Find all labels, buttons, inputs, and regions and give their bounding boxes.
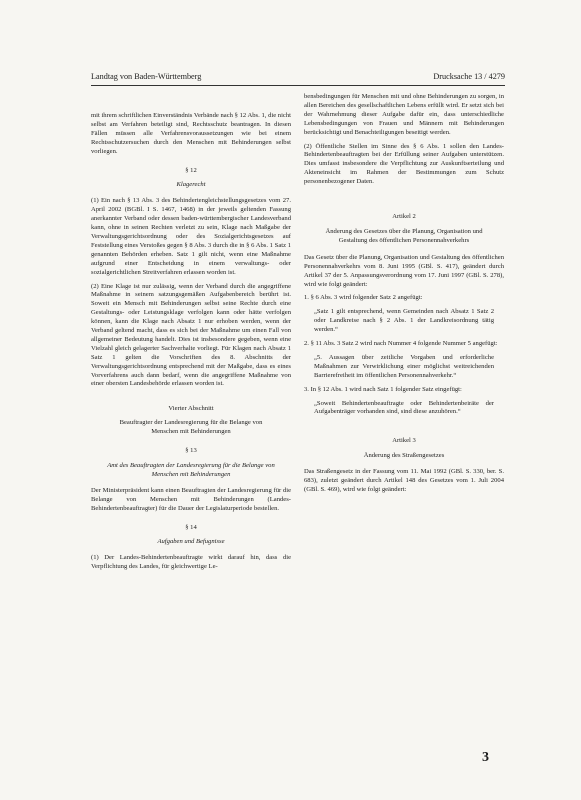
section-number: § 14 — [185, 523, 197, 531]
right-column — [304, 93, 504, 500]
chapter-title: Vierter Abschnitt — [168, 405, 214, 413]
header-parliament: Landtag von Baden-Württemberg — [91, 72, 202, 81]
article-subtitle: Änderung des Gesetzes über die Planung, Organisation und Gestaltung des öffentlichen Personennahverkehrs — [325, 227, 483, 244]
left-column — [91, 112, 291, 577]
paragraph: (2) Eine Klage ist nur zulässig, wenn der Verband durch die angegriffene Maßnahme in seinem satzungsgemäßen Aufgabenbereich berührt ist. Soweit ein Mensch mit Behinderungen selbst seine Rechte durch eine Gestaltungs- oder Leistungsklage verfolgen kann oder hätte verfolgen können, kann die Klage nach Absatz 1 nur erhoben werden, wenn der Verband geltend macht, dass es sich bei der Maßnahme um einen Fall von allgemeiner Bedeutung handelt. Dies ist insbesondere gegeben, wenn eine Vielzahl gleich gelagerter Sachverhalte vorliegt. Für Klagen nach Absatz 1 Satz 1 gelten die Vorschriften des 8. Abschnitts der Verwaltungsgerichtsordnung entsprechend mit der Maßgabe, dass es eines Vorverfahrens auch dann bedarf, wenn die angegriffene Maßnahme von einer obersten Landesbehörde erlassen worden ist. — [91, 282, 291, 388]
header-rule — [91, 85, 505, 86]
section-title: Klagerecht — [176, 181, 206, 189]
quote: „Soweit Behindertenbeauftragte oder Behindertenbeiräte der Aufgabenträger vorhanden sind, sind diese anzuhören.“ — [314, 399, 494, 416]
page-number: 3 — [482, 750, 489, 765]
paragraph: (2) Öffentliche Stellen im Sinne des § 6 Abs. 1 sollen den Landes-Behindertenbeauftragten bei der Erfüllung seiner Aufgaben unterstützen. Dies umfasst insbesondere die Verpflichtung zur Auskunftserteilung und Akteneinsicht im Rahmen der Bestimmungen zum Schutz personenbezogener Daten. — [304, 142, 504, 186]
page-header — [91, 72, 505, 84]
paragraph: (1) Der Landes-Behindertenbeauftragte wirkt darauf hin, dass die Verpflichtung des Landes, für gleichwertige Le- — [91, 554, 291, 571]
section-title: Aufgaben und Befugnisse — [157, 538, 225, 546]
header-document-number: Drucksache 13 / 4279 — [433, 72, 505, 81]
paragraph: bensbedingungen für Menschen mit und ohne Behinderungen zu sorgen, in allen Bereichen des gesellschaftlichen Lebens erfüllt wird. Er setzt sich bei der Wahrnehmung dieser Aufgabe dafür ein, dass unterschiedliche Lebensbedingungen von Frauen und Männern mit Behinderungen berücksichtigt und Benachteiligungen beseitigt werden. — [304, 93, 504, 136]
list-item: 1. § 6 Abs. 3 wird folgender Satz 2 angefügt: — [304, 294, 423, 302]
article-subtitle: Änderung des Straßengesetzes — [363, 452, 445, 460]
chapter-subtitle: Beauftragter der Landesregierung für die Belange von Menschen mit Behinderungen — [119, 419, 263, 436]
section-number: § 13 — [185, 447, 197, 455]
quote: „5. Aussagen über zeitliche Vorgaben und erforderliche Maßnahmen zur Verwirklichung einer möglichst weitreichenden Barrierefreiheit im öffentlichen Personennahverkehr.“ — [314, 353, 494, 379]
paragraph: Das Straßengesetz in der Fassung vom 11. Mai 1992 (GBl. S. 330, ber. S. 683), zuletzt geändert durch Artikel 148 des Gesetzes vom 1. Juli 2004 (GBl. S. 469), wird wie folgt geändert: — [304, 468, 504, 493]
paragraph: mit ihrem schriftlichen Einverständnis Verbände nach § 12 Abs. 1, die nicht selbst am Verfahren beteiligt sind, Rechtsschutz beantragen. In diesen Fällen müssen alle Verfahrensvoraussetzungen wie bei einem Rechtsschutzersuchen durch den Menschen mit Behinderungen selbst vorliegen. — [91, 112, 291, 155]
paragraph: Der Ministerpräsident kann einen Beauftragten der Landesregierung für die Belange von Menschen mit Behinderungen (Landes-Behindertenbeauftragter) für die Dauer der Legislaturperiode bestellen. — [91, 486, 291, 512]
paragraph: Das Gesetz über die Planung, Organisation und Gestaltung des öffentlichen Personennahverkehrs vom 8. Juni 1995 (GBl. S. 417), geändert durch Artikel 37 der 5. Anpassungsverordnung vom 17. Juni 1997 (GBl. S. 278), wird wie folgt geändert: — [304, 253, 504, 288]
section-number: § 12 — [185, 166, 197, 174]
article-title: Artikel 3 — [392, 437, 416, 445]
article-title: Artikel 2 — [392, 213, 416, 221]
paragraph: (1) Ein nach § 13 Abs. 3 des Behindertengleichstellungsgesetzes vom 27. April 2002 (BGBl. I S. 1467, 1468) in der jeweils geltenden Fassung anerkannter Verband oder dessen baden-württembergischer Landesverband kann, ohne in seinen Rechten verletzt zu sein, Klage nach Maßgabe der Verwaltungsgerichtsordnung oder des Sozialgerichtsgesetzes auf Feststellung eines Verstoßes gegen § 8 Abs. 3 durch die in § 6 Abs. 1 Satz 1 genannten Behörden erheben. Satz 1 gilt nicht, wenn eine Maßnahme aufgrund einer Entscheidung in einem verwaltungs- oder sozialgerichtlichen Streitverfahren erlassen worden ist. — [91, 197, 291, 276]
list-item: 2. § 11 Abs. 3 Satz 2 wird nach Nummer 4 folgende Nummer 5 angefügt: — [304, 340, 498, 348]
quote: „Satz 1 gilt entsprechend, wenn Gemeinden nach Absatz 1 Satz 2 oder Landkreise nach § 2 Abs. 1 der Landkreisordnung tätig werden.“ — [314, 308, 494, 334]
section-title: Amt des Beauftragten der Landesregierung für die Belange von Menschen mit Behinderungen — [107, 462, 275, 478]
list-item: 3. In § 12 Abs. 1 wird nach Satz 1 folgender Satz eingefügt: — [304, 385, 462, 393]
